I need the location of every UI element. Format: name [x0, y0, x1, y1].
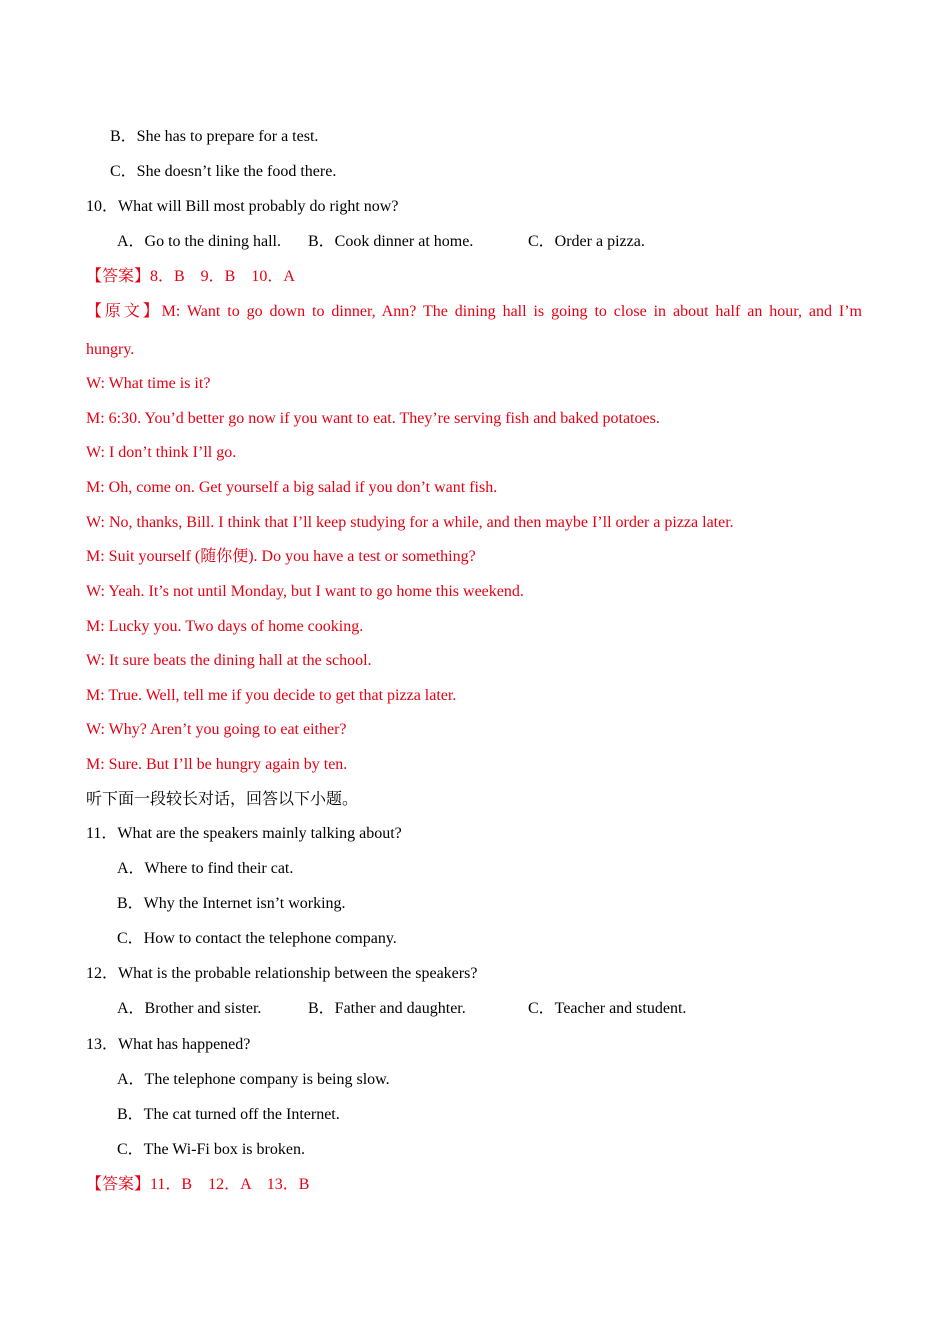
transcript-line: W: It sure beats the dining hall at the school.	[86, 652, 372, 669]
transcript-line: M: Lucky you. Two days of home cooking.	[86, 618, 364, 635]
q10-question: 10．What will Bill most probably do right now?	[86, 198, 399, 215]
transcript-line: W: No, thanks, Bill. I think that I’ll keep studying for a while, and then maybe I’ll order a pizza later.	[86, 514, 734, 531]
q13-option-c: C．The Wi-Fi box is broken.	[117, 1141, 305, 1158]
q10-option-b: B．Cook dinner at home.	[308, 233, 474, 250]
transcript-line: M: Suit yourself (随你便). Do you have a test or something?	[86, 548, 476, 565]
transcript-line: M: True. Well, tell me if you decide to get that pizza later.	[86, 687, 457, 704]
section-instruction: 听下面一段较长对话，回答以下小题。	[86, 791, 359, 808]
transcript-line: W: I don’t think I’ll go.	[86, 444, 237, 461]
q11-question: 11．What are the speakers mainly talking about?	[86, 825, 402, 842]
q9-option-b: B．She has to prepare for a test.	[110, 128, 319, 145]
q11-option-b: B．Why the Internet isn’t working.	[117, 895, 346, 912]
q12-option-b: B．Father and daughter.	[308, 1000, 466, 1017]
q11-option-c: C．How to contact the telephone company.	[117, 930, 397, 947]
q10-option-c: C．Order a pizza.	[528, 233, 645, 250]
transcript-first-line-cont: hungry.	[86, 341, 135, 358]
q13-option-b: B．The cat turned off the Internet.	[117, 1106, 340, 1123]
transcript-line: W: Yeah. It’s not until Monday, but I want to go home this weekend.	[86, 583, 524, 600]
transcript-first-line: 【原文】M: Want to go down to dinner, Ann? The dining hall is going to close in about half an hour, and I’m	[86, 303, 862, 320]
transcript-line: W: Why? Aren’t you going to eat either?	[86, 721, 347, 738]
transcript-line: W: What time is it?	[86, 375, 211, 392]
transcript-line: M: 6:30. You’d better go now if you want to eat. They’re serving fish and baked potatoes.	[86, 410, 660, 427]
q12-option-a: A．Brother and sister.	[117, 1000, 262, 1017]
answer-key-2: 【答案】11．B 12．A 13．B	[86, 1176, 310, 1193]
q12-option-c: C．Teacher and student.	[528, 1000, 687, 1017]
transcript-line: M: Sure. But I’ll be hungry again by ten.	[86, 756, 348, 773]
transcript-line: M: Oh, come on. Get yourself a big salad if you don’t want fish.	[86, 479, 498, 496]
q10-option-a: A．Go to the dining hall.	[117, 233, 281, 250]
answer-key-1: 【答案】8．B 9．B 10．A	[86, 268, 295, 285]
q13-option-a: A．The telephone company is being slow.	[117, 1071, 390, 1088]
q12-question: 12．What is the probable relationship between the speakers?	[86, 965, 478, 982]
q9-option-c: C．She doesn’t like the food there.	[110, 163, 337, 180]
q13-question: 13．What has happened?	[86, 1036, 251, 1053]
q11-option-a: A．Where to find their cat.	[117, 860, 294, 877]
